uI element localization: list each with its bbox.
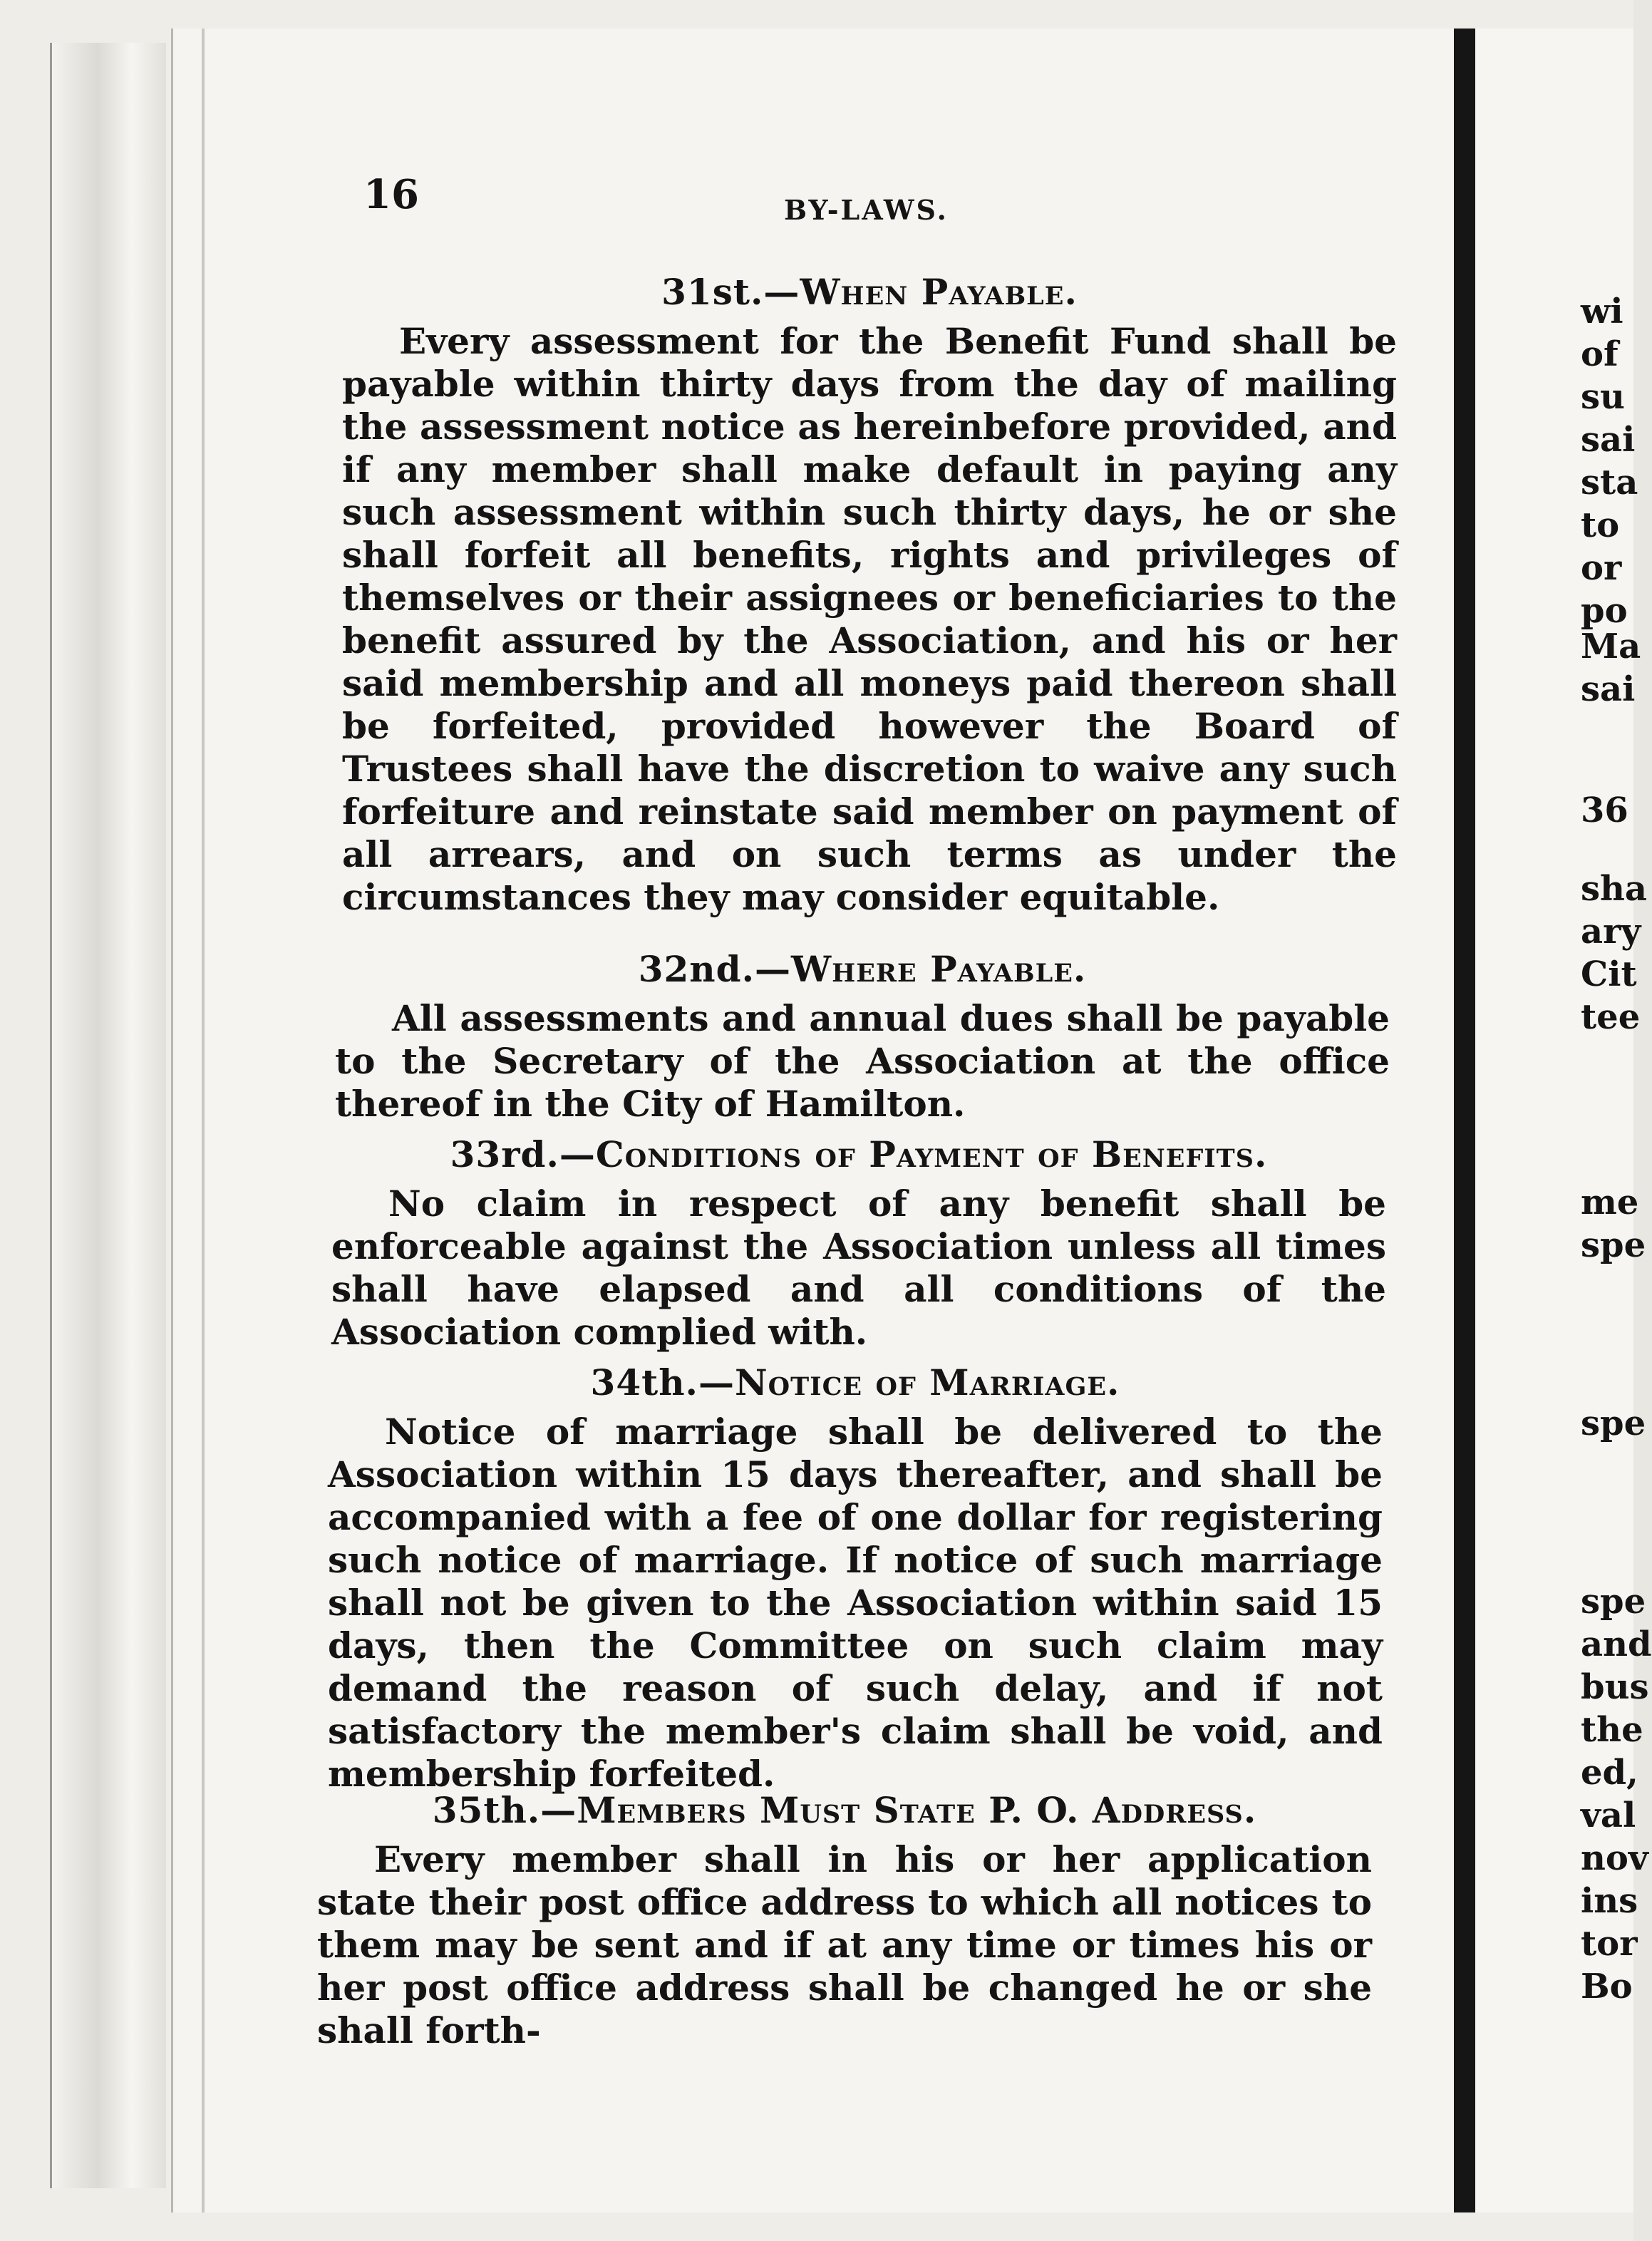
- page-number: 16: [363, 171, 419, 218]
- right-fragment: val: [1581, 1796, 1636, 1835]
- right-fragment: spe: [1581, 1225, 1646, 1265]
- right-fragment: sha: [1581, 869, 1648, 909]
- right-fragment: Ma: [1581, 627, 1641, 666]
- right-fragment: to: [1581, 505, 1620, 545]
- right-fragment: spe: [1581, 1403, 1646, 1443]
- section-heading: [317, 1789, 1372, 1831]
- section-number: 31st.—: [661, 271, 800, 313]
- right-fragment: Bo: [1581, 1967, 1633, 2006]
- right-fragment: tee: [1581, 997, 1641, 1037]
- section-32: [335, 948, 1390, 1125]
- section-title: Where Payable.: [791, 948, 1087, 990]
- right-fragment: or: [1581, 548, 1622, 588]
- section-title: Conditions of Payment of Benefits.: [595, 1133, 1268, 1175]
- running-head: BY-LAWS.: [784, 194, 949, 226]
- section-number: 33rd.—: [450, 1133, 596, 1175]
- right-fragment: sai: [1581, 669, 1636, 709]
- section-text: All assessments and annual dues shall be payable to the Secretary of the Association at the office thereof in the City of Hamilton.: [335, 997, 1390, 1125]
- section-number: 32nd.—: [638, 948, 792, 990]
- right-fragment: and: [1581, 1624, 1652, 1664]
- right-fragment: tor: [1581, 1924, 1638, 1964]
- section-34: [328, 1361, 1383, 1796]
- section-35: [317, 1789, 1372, 2052]
- right-fragment: bus: [1581, 1667, 1649, 1707]
- right-fragment: nov: [1581, 1838, 1648, 1878]
- section-number: 34th.—: [590, 1361, 735, 1403]
- right-fragment: sta: [1581, 463, 1638, 503]
- right-fragment: ins: [1581, 1881, 1638, 1921]
- section-31: [342, 271, 1397, 919]
- section-text: Every member shall in his or her application state their post office address to which all notices to them may be sent and if at any time or times his or her post office address shall be changed he or she shall forth-: [317, 1838, 1372, 2051]
- section-heading: [331, 1133, 1386, 1175]
- section-title: Members Must State P. O. Address.: [577, 1789, 1257, 1831]
- right-fragment: su: [1581, 377, 1625, 417]
- section-heading: [328, 1361, 1383, 1403]
- right-fragment: wi: [1581, 292, 1623, 331]
- section-number: 35th.—: [432, 1789, 577, 1831]
- right-fragment: Cit: [1581, 954, 1637, 994]
- section-33: [331, 1133, 1386, 1354]
- section-title: Notice of Marriage.: [734, 1361, 1120, 1403]
- book-gutter: [1454, 29, 1475, 2212]
- right-fragment: po: [1581, 591, 1628, 631]
- section-heading: [335, 948, 1390, 990]
- right-fragment: the: [1581, 1710, 1643, 1750]
- right-fragment: of: [1581, 334, 1619, 374]
- right-fragment: ary: [1581, 912, 1641, 952]
- section-text: No claim in respect of any benefit shall be enforceable against the Association unless all times shall have elapsed and all conditions of the Association complied with.: [331, 1183, 1386, 1353]
- section-text: Notice of marriage shall be delivered to the Association within 15 days thereafter, and shall be accompanied with a fee of one dollar for registering such notice of marriage. If notice of such marriage shall not be given to the Association within said 15 days, then the Committee on such claim may demand the reason of such delay, and if not satisfactory the member's claim shall be void, and membership forfeited.: [328, 1411, 1383, 1795]
- right-fragment: 36: [1581, 790, 1628, 830]
- section-title: When Payable.: [800, 271, 1078, 313]
- section-text: Every assessment for the Benefit Fund shall be payable within thirty days from the day of mailing the assessment notice as hereinbefore provided, and if any member shall make default in paying any such assessment within such thirty days, he or she shall forfeit all benefits, rights and privileges of themselves or their assignees or beneficiaries to the benefit assured by the Association, and his or her said membership and all moneys paid thereon shall be forfeited, provided however the Board of Trustees shall have the discretion to waive any such forfeiture and reinstate said member on payment of all arrears, and on such terms as under the circumstances they may consider equitable.: [342, 320, 1397, 918]
- page-edges-left: [50, 43, 166, 2188]
- right-fragment: ed,: [1581, 1753, 1638, 1793]
- right-fragment: me: [1581, 1183, 1639, 1222]
- right-fragment: spe: [1581, 1582, 1646, 1622]
- right-fragment: sai: [1581, 420, 1636, 460]
- section-heading: [342, 271, 1397, 313]
